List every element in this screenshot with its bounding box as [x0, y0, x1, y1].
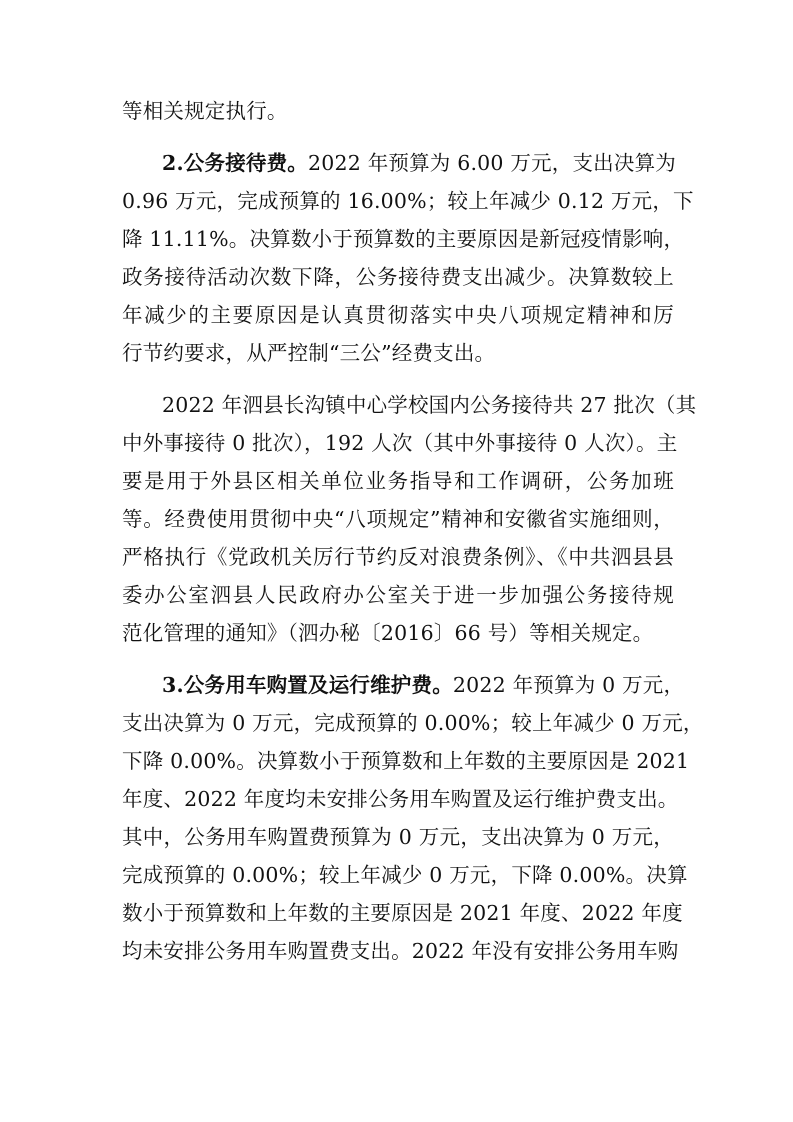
- paragraph-line: 严格执行《党政机关厉行节约反对浪费条例》、《中共泗县县: [122, 545, 674, 569]
- paragraph-line: 等相关规定执行。: [122, 99, 288, 123]
- paragraph-line: 降 11.11%。决算数小于预算数的主要原因是新冠疫情影响，: [122, 227, 685, 251]
- paragraph-line: 要是用于外县区相关单位业务指导和工作调研，公务加班: [122, 469, 674, 493]
- paragraph-line: 支出决算为 0 万元，完成预算的 0.00%；较上年减少 0 万元，: [122, 711, 704, 735]
- paragraph-line: 年减少的主要原因是认真贯彻落实中央八项规定精神和厉: [122, 303, 674, 327]
- paragraph-line: 0.96 万元，完成预算的 16.00%；较上年减少 0.12 万元，下: [122, 189, 694, 213]
- paragraph-line: 委办公室泗县人民政府办公室关于进一步加强公务接待规: [122, 583, 674, 607]
- paragraph-line: 下降 0.00%。决算数小于预算数和上年数的主要原因是 2021: [122, 749, 690, 773]
- paragraph-line: 均未安排公务用车购置费支出。2022 年没有安排公务用车购: [122, 939, 679, 963]
- paragraph-line: 年度、2022 年度均未安排公务用车购置及运行维护费支出。: [122, 787, 679, 811]
- paragraph-line: 完成预算的 0.00%；较上年减少 0 万元，下降 0.00%。决算: [122, 863, 688, 887]
- paragraph-line: 2022 年泗县长沟镇中心学校国内公务接待共 27 批次（其: [162, 393, 697, 417]
- section-heading-line: 3.公务用车购置及运行维护费。2022 年预算为 0 万元，: [162, 673, 685, 697]
- section-heading: 3.公务用车购置及运行维护费。: [162, 673, 453, 697]
- paragraph-line: 数小于预算数和上年数的主要原因是 2021 年度、2022 年度: [122, 901, 683, 925]
- section-heading: 2.公务接待费。: [162, 151, 309, 175]
- paragraph-line: 行节约要求，从严控制“三公”经费支出。: [122, 341, 496, 365]
- paragraph-line: 政务接待活动次数下降，公务接待费支出减少。决算数较上: [122, 265, 674, 289]
- section-heading-line: 2.公务接待费。2022 年预算为 6.00 万元，支出决算为: [162, 151, 676, 175]
- paragraph-line: 等。经费使用贯彻中央“八项规定”精神和安徽省实施细则，: [122, 507, 674, 531]
- paragraph-line: 范化管理的通知》（泗办秘〔2016〕66 号）等相关规定。: [122, 621, 654, 645]
- paragraph-line: 其中，公务用车购置费预算为 0 万元，支出决算为 0 万元，: [122, 825, 674, 849]
- paragraph-line: 中外事接待 0 批次），192 人次（其中外事接待 0 人次）。主: [122, 431, 678, 455]
